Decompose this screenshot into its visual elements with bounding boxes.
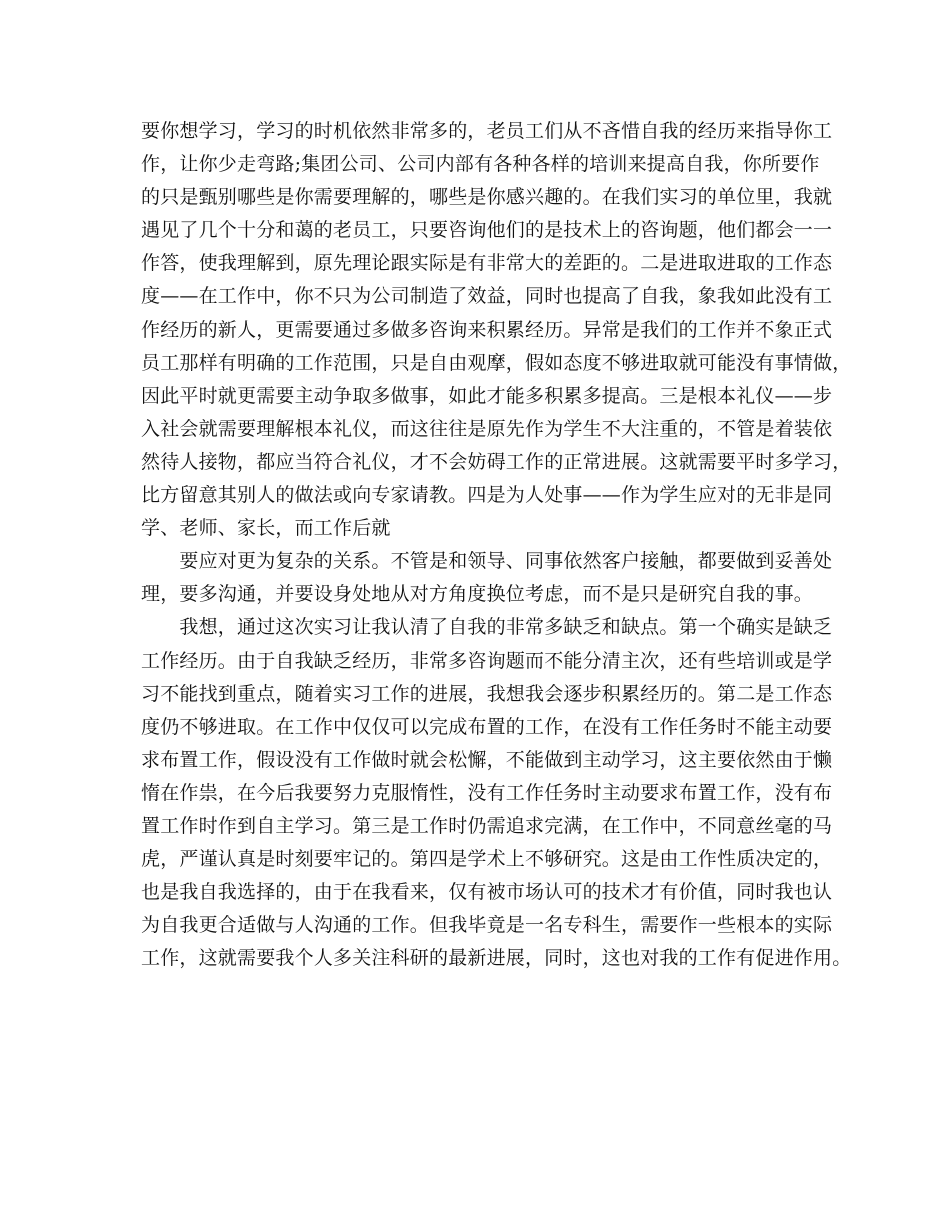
text-line: 置工作时作到自主学习。第三是工作时仍需追求完满，在工作中，不同意丝毫的马 [141,814,833,837]
text-line: 度仍不够进取。在工作中仅仅可以完成布置的工作，在没有工作任务时不能主动要 [141,715,833,738]
text-line: 惰在作祟，在今后我要努力克服惰性，没有工作任务时主动要求布置工作，没有布 [141,781,833,804]
text-line: 作，让你少走弯路;集团公司、公司内部有各种各样的培训来提高自我，你所要作 [141,153,820,176]
text-line: 度——在工作中，你不只为公司制造了效益，同时也提高了自我，象我如此没有工 [141,285,833,308]
text-line: 也是我自我选择的，由于在我看来，仅有被市场认可的技术才有价值，同时我也认 [141,881,833,904]
text-line: 习不能找到重点，随着实习工作的进展，我想我会逐步积累经历的。第二是工作态 [141,682,833,705]
text-line: 员工那样有明确的工作范围，只是自由观摩，假如态度不够进取就可能没有事情做， [141,351,852,374]
text-line: 要应对更为复杂的关系。不管是和领导、同事依然客户接触，都要做到妥善处 [141,550,833,573]
text-line: 为自我更合适做与人沟通的工作。但我毕竟是一名专科生，需要作一些根本的实际 [141,914,833,937]
text-line: 作经历的新人，更需要通过多做多咨询来积累经历。异常是我们的工作并不象正式 [141,318,833,341]
text-line: 的只是甄别哪些是你需要理解的，哪些是你感兴趣的。在我们实习的单位里，我就 [141,186,833,209]
text-line: 工作，这就需要我个人多关注科研的最新进展，同时，这也对我的工作有促进作用。 [141,947,852,970]
text-line: 然待人接物，都应当符合礼仪，才不会妨碍工作的正常进展。这就需要平时多学习， [141,450,852,473]
text-line: 因此平时就更需要主动争取多做事，如此才能多积累多提高。三是根本礼仪——步 [141,384,833,407]
text-line: 比方留意其别人的做法或向专家请教。四是为人处事——作为学生应对的无非是同 [141,484,833,507]
text-line: 理，要多沟通，并要设身处地从对方角度换位考虑，而不是只是研究自我的事。 [141,583,814,606]
text-line: 遇见了几个十分和蔼的老员工，只要咨询他们的是技术上的咨询题，他们都会一一 [141,219,833,242]
text-line: 求布置工作，假设没有工作做时就会松懈，不能做到主动学习，这主要依然由于懒 [141,748,833,771]
text-line: 虎，严谨认真是时刻要牢记的。第四是学术上不够研究。这是由工作性质决定的， [141,848,833,871]
body-text [141,115,852,975]
text-line: 我想，通过这次实习让我认清了自我的非常多缺乏和缺点。第一个确实是缺乏 [141,616,833,639]
text-line: 入社会就需要理解根本礼仪，而这往往是原先作为学生不大注重的，不管是着装依 [141,417,833,440]
text-line: 工作经历。由于自我缺乏经历，非常多咨询题而不能分清主次，还有些培训或是学 [141,649,833,672]
text-line: 作答，使我理解到，原先理论跟实际是有非常大的差距的。二是进取进取的工作态 [141,252,833,275]
text-line: 要你想学习，学习的时机依然非常多的，老员工们从不吝惜自我的经历来指导你工 [141,120,833,142]
text-line: 学、老师、家长，而工作后就 [141,517,391,540]
